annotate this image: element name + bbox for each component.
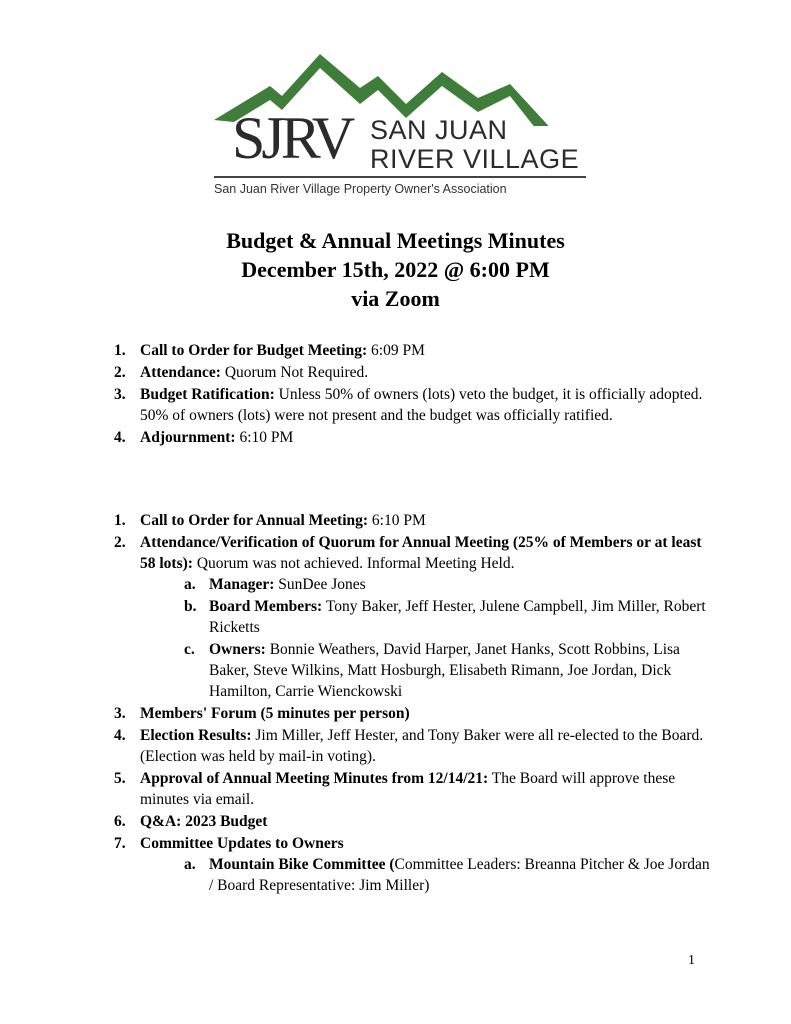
committee-sublist — [140, 854, 714, 896]
item-number: 2. — [114, 364, 126, 381]
list-item — [114, 768, 714, 810]
list-item — [114, 811, 714, 832]
item-letter: a. — [184, 856, 196, 873]
title-line3: via Zoom — [351, 286, 440, 311]
item-label: Call to Order for Budget Meeting: — [140, 342, 368, 359]
list-item — [114, 833, 714, 896]
sjrv-logo — [210, 46, 590, 202]
item-letter: c. — [184, 641, 195, 658]
item-number: 4. — [114, 429, 126, 446]
item-label: Call to Order for Annual Meeting: — [140, 512, 369, 529]
item-number: 5. — [114, 770, 126, 787]
title-line1: Budget & Annual Meetings Minutes — [226, 228, 565, 253]
item-number: 3. — [114, 705, 126, 722]
logo-mark: SJRV — [232, 105, 352, 171]
item-label: Approval of Annual Meeting Minutes from 12/14/21: — [140, 770, 489, 787]
sub-list-item — [184, 596, 714, 638]
sub-list-item — [184, 639, 714, 702]
attendance-sublist — [140, 574, 714, 702]
item-number: 6. — [114, 813, 126, 830]
item-text: Tony Baker, Jeff Hester, Julene Campbell, Jim Miller, Robert Ricketts — [209, 598, 706, 636]
logo-name-line2: RIVER VILLAGE — [370, 144, 580, 174]
item-number: 7. — [114, 835, 126, 852]
item-label: Board Members: — [209, 598, 323, 615]
page-number: 1 — [688, 953, 695, 968]
list-item — [114, 362, 714, 383]
item-text: Unless 50% of owners (lots) veto the budget, it is officially adopted. 50% of owners (lots) were not present and the budget was officially ratified. — [140, 386, 703, 424]
item-label: Q&A: 2023 Budget — [140, 813, 268, 830]
item-letter: b. — [184, 598, 197, 615]
page-title — [0, 226, 791, 313]
logo-subtitle: San Juan River Village Property Owner's Association — [214, 182, 507, 196]
budget-meeting-list — [114, 340, 714, 449]
item-label: Attendance/Verification of Quorum for Annual Meeting (25% of Members or at least 58 lots): — [140, 534, 702, 572]
item-letter: a. — [184, 576, 196, 593]
list-item — [114, 340, 714, 361]
annual-meeting-list — [114, 510, 714, 897]
item-text: Quorum was not achieved. Informal Meeting Held. — [192, 555, 515, 572]
item-number: 1. — [114, 342, 126, 359]
item-label: Adjournment: — [140, 429, 236, 446]
logo-divider — [214, 176, 586, 178]
sub-list-item — [184, 854, 714, 896]
item-text: 6:09 PM — [367, 342, 425, 359]
item-label: Members' Forum (5 minutes per person) — [140, 705, 410, 722]
item-label: Mountain Bike Committee ( — [209, 856, 395, 873]
item-label: Committee Updates to Owners — [140, 835, 344, 852]
list-item — [114, 725, 714, 767]
item-text: Committee Leaders: Breanna Pitcher & Joe Jordan / Board Representative: Jim Miller) — [209, 856, 710, 894]
list-item — [114, 427, 714, 448]
item-number: 4. — [114, 727, 126, 744]
sub-list-item — [184, 574, 714, 595]
item-label: Manager: — [209, 576, 275, 593]
item-text: Jim Miller, Jeff Hester, and Tony Baker were all re-elected to the Board. (Election was held by mail-in voting). — [140, 727, 704, 765]
logo-name-line1: SAN JUAN — [370, 115, 508, 145]
title-line2: December 15th, 2022 @ 6:00 PM — [241, 257, 550, 282]
item-text: 6:10 PM — [235, 429, 294, 446]
list-item — [114, 510, 714, 531]
item-text: SunDee Jones — [274, 576, 366, 593]
item-text: The Board will approve these minutes via email. — [140, 770, 676, 808]
item-text: 6:10 PM — [368, 512, 426, 529]
item-text: Bonnie Weathers, David Harper, Janet Hanks, Scott Robbins, Lisa Baker, Steve Wilkins, Matt Hosburgh, Elisabeth Rimann, Joe Jordan, Dick Hamilton, Carrie Wienckowski — [209, 641, 680, 700]
item-number: 1. — [114, 512, 126, 529]
list-item — [114, 532, 714, 702]
item-label: Owners: — [209, 641, 266, 658]
item-label: Attendance: — [140, 364, 221, 381]
item-number: 3. — [114, 386, 126, 403]
item-number: 2. — [114, 534, 126, 551]
item-label: Election Results: — [140, 727, 252, 744]
item-text: Quorum Not Required. — [220, 364, 369, 381]
list-item — [114, 384, 714, 426]
item-label: Budget Ratification: — [140, 386, 275, 403]
list-item — [114, 703, 714, 724]
logo-name — [370, 116, 579, 174]
